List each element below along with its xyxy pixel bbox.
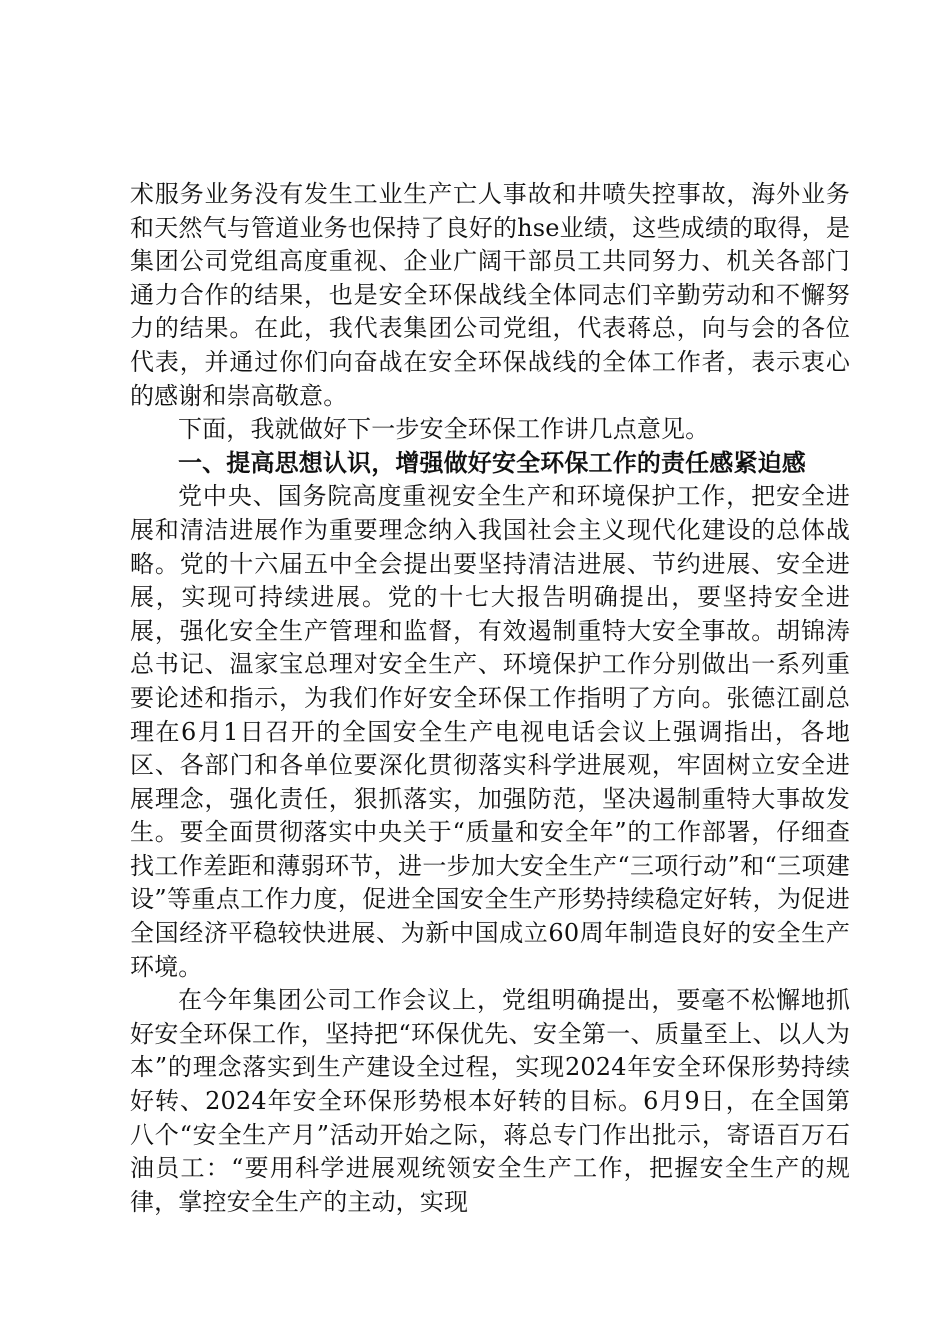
section-heading: 一、提高思想认识，增强做好安全环保工作的责任感紧迫感 bbox=[178, 448, 806, 477]
paragraph-intro: 下面，我就做好下一步安全环保工作讲几点意见。 bbox=[178, 415, 710, 444]
document-body bbox=[130, 178, 850, 1219]
paragraph-central-policy: 党中央、国务院高度重视安全生产和环境保护工作，把安全进展和清洁进展作为重要理念纳入我国社会主义现代化建设的总体战略。党的十六届五中全会提出要坚持清洁进展、节约进展、安全进展，实现可持续进展。党的十七大报告明确提出，要坚持安全进展，强化安全生产管理和监督，有效遏制重特大安全事故。胡锦涛总书记、温家宝总理对安全生产、环境保护工作分别做出一系列重要论述和指示，为我们作好安全环保工作指明了方向。张德江副总理在6月1日召开的全国安全生产电视电话会议上强调指出，各地区、各部门和各单位要深化贯彻落实科学进展观，牢固树立安全进展理念，强化责任，狠抓落实，加强防范，坚决遏制重特大事故发生。要全面贯彻落实中央关于“质量和安全年”的工作部署，仔细查找工作差距和薄弱环节，进一步加大安全生产“三项行动”和“三项建设”等重点工作力度，促进全国安全生产形势持续稳定好转，为促进全国经济平稳较快进展、为新中国成立60周年制造良好的安全生产环境。 bbox=[130, 482, 850, 981]
paragraph-continued: 术服务业务没有发生工业生产亡人事故和井喷失控事故，海外业务和天然气与管道业务也保持了良好的hse业绩，这些成绩的取得，是集团公司党组高度重视、企业广阔干部员工共同努力、机关各部门通力合作的结果，也是安全环保战线全体同志们辛勤劳动和不懈努力的结果。在此，我代表集团公司党组，代表蒋总，向与会的各位代表，并通过你们向奋战在安全环保战线的全体工作者，表示衷心的感谢和崇高敬意。 bbox=[130, 180, 850, 410]
paragraph-group-meeting: 在今年集团公司工作会议上，党组明确提出，要毫不松懈地抓好安全环保工作，坚持把“环保优先、安全第一、质量至上、以人为本”的理念落实到生产建设全过程，实现2024年安全环保形势持续好转、2024年安全环保形势根本好转的目标。6月9日，在全国第八个“安全生产月”活动开始之际，蒋总专门作出批示，寄语百万石油员工：“要用科学进展观统领安全生产工作，把握安全生产的规律，掌控安全生产的主动，实现 bbox=[130, 986, 850, 1216]
